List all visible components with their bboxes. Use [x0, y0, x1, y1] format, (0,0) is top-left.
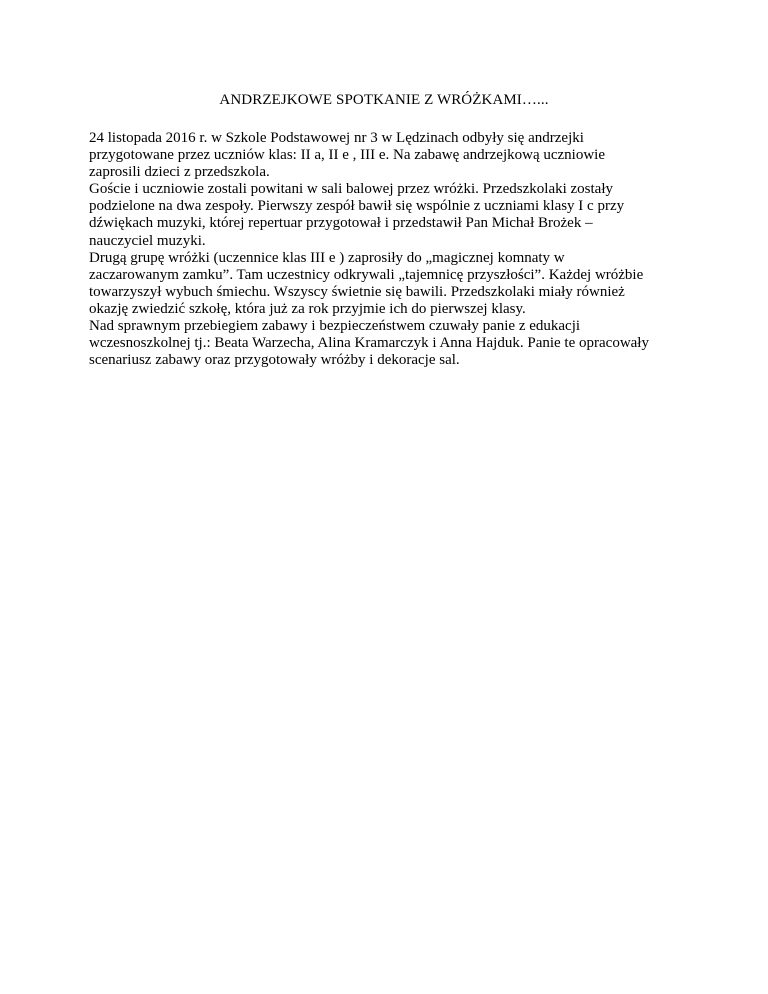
text-line: Drugą grupę wróżki (uczennice klas III e ) zaprosiły do „magicznej komnaty w: [89, 249, 565, 266]
text-line: okazję zwiedzić szkołę, która już za rok przyjmie ich do pierwszej klasy.: [89, 300, 526, 317]
text-line: podzielone na dwa zespoły. Pierwszy zespół bawił się wspólnie z uczniami klasy I c przy: [89, 198, 625, 215]
text-line: scenariusz zabawy oraz przygotowały wróżby i dekoracje sal.: [89, 352, 460, 369]
document-title: ANDRZEJKOWE SPOTKANIE Z WRÓŻKAMI…...: [219, 92, 549, 108]
text-line: 24 listopada 2016 r. w Szkole Podstawowej nr 3 w Lędzinach odbyły się andrzejki: [89, 130, 584, 146]
text-line: wczesnoszkolnej tj.: Beata Warzecha, Alina Kramarczyk i Anna Hajduk. Panie te opracowały: [89, 335, 649, 352]
text-line: towarzyszył wybuch śmiechu. Wszyscy świetnie się bawili. Przedszkolaki miały również: [89, 283, 625, 300]
document-body: [89, 130, 729, 369]
text-line: Nad sprawnym przebiegiem zabawy i bezpieczeństwem czuwały panie z edukacji: [89, 318, 581, 335]
text-line: zaczarowanym zamku”. Tam uczestnicy odkrywali „tajemnicę przyszłości”. Każdej wróżbie: [89, 266, 644, 283]
text-line: przygotowane przez uczniów klas: II a, II e , III e. Na zabawę andrzejkową uczniowie: [89, 147, 605, 164]
text-line: Goście i uczniowie zostali powitani w sali balowej przez wróżki. Przedszkolaki zostały: [89, 181, 614, 198]
text-line: dźwiękach muzyki, której repertuar przygotował i przedstawił Pan Michał Brożek –: [89, 215, 593, 232]
text-line: nauczyciel muzyki.: [89, 232, 206, 249]
text-line: zaprosili dzieci z przedszkola.: [89, 164, 270, 181]
